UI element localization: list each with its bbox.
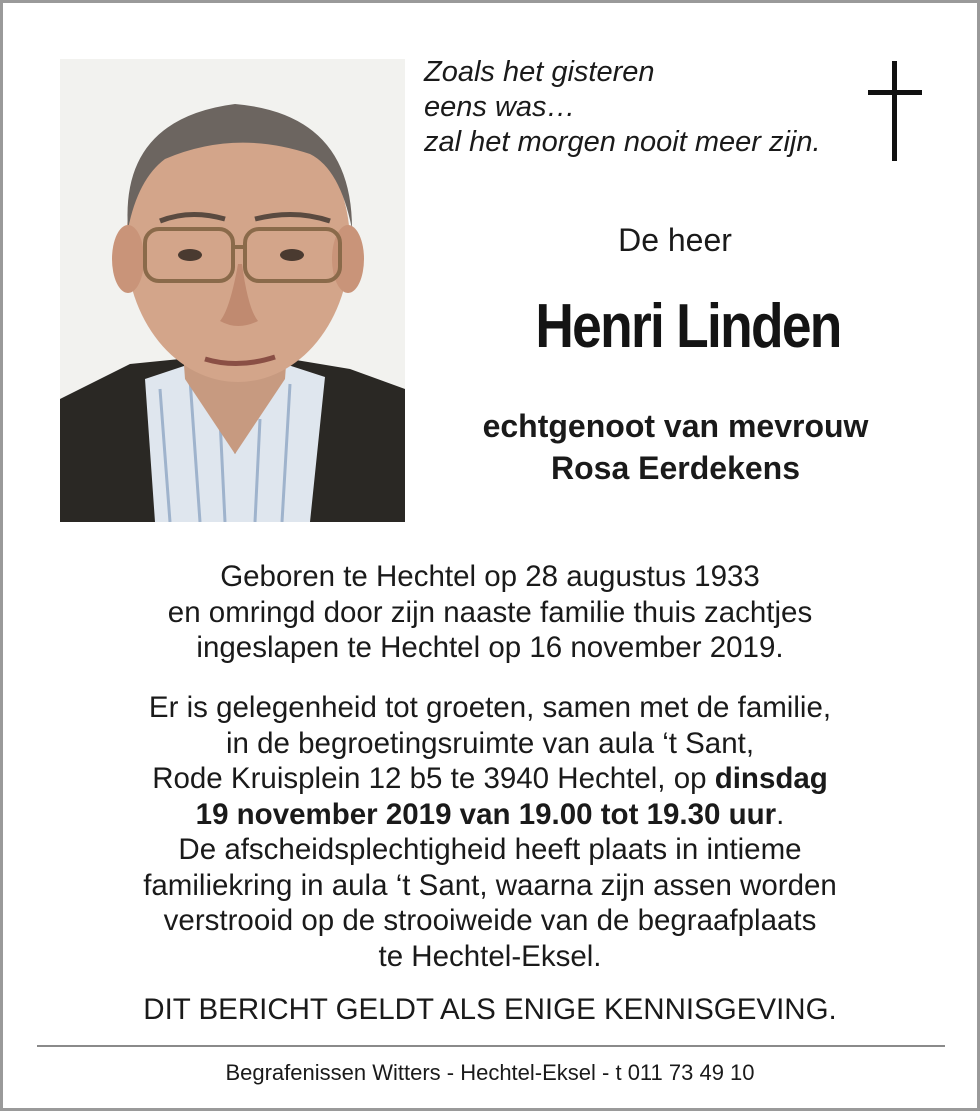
paragraph-line: De afscheidsplechtigheid heeft plaats in intieme	[178, 833, 802, 866]
visitation-day: dinsdag	[714, 762, 828, 795]
official-notice: DIT BERICHT GELDT ALS ENIGE KENNISGEVING.	[143, 993, 837, 1026]
portrait-photo	[60, 59, 405, 522]
cross-icon	[865, 61, 925, 163]
paragraph-line: Er is gelegenheid tot groeten, samen met de familie,	[148, 691, 832, 724]
footer-divider	[37, 1045, 945, 1047]
sentence-end: .	[776, 797, 785, 831]
paragraph-line: ingeslapen te Hechtel op 16 november 2019.	[196, 631, 784, 664]
spouse-line: echtgenoot van mevrouw	[482, 408, 869, 444]
paragraph-line: verstrooid op de strooiweide van de begraafplaats	[163, 904, 817, 937]
address-text: Rode Kruisplein 12 b5 te 3940 Hechtel, op	[152, 762, 715, 795]
visitation-datetime: 19 november 2019 van 19.00 tot 19.30 uur	[195, 797, 777, 831]
spouse-name: Rosa Eerdekens	[550, 450, 800, 486]
visitation-paragraph	[43, 690, 937, 974]
paragraph-line: Geboren te Hechtel op 28 augustus 1933	[220, 560, 760, 593]
portrait-illustration	[60, 59, 405, 522]
paragraph-line	[43, 797, 937, 833]
quote-line: Zoals het gisteren	[424, 56, 655, 88]
birth-death-paragraph	[43, 559, 937, 666]
deceased-name: Henri Linden	[535, 292, 841, 361]
honorific-title: De heer	[618, 222, 732, 258]
paragraph-line	[43, 761, 937, 797]
paragraph-line: in de begroetingsruimte van aula ‘t Sant,	[225, 726, 755, 760]
paragraph-line: en omringd door zijn naaste familie thuis zachtjes	[167, 595, 813, 629]
memorial-quote	[424, 55, 864, 160]
paragraph-line: familiekring in aula ‘t Sant, waarna zijn assen worden	[143, 868, 837, 902]
quote-line: eens was…	[424, 91, 576, 123]
quote-line: zal het morgen nooit meer zijn.	[424, 126, 821, 158]
spouse-info	[433, 405, 918, 489]
paragraph-line: te Hechtel-Eksel.	[378, 939, 602, 973]
funeral-home-footer: Begrafenissen Witters - Hechtel-Eksel - t 011 73 49 10	[225, 1060, 755, 1085]
